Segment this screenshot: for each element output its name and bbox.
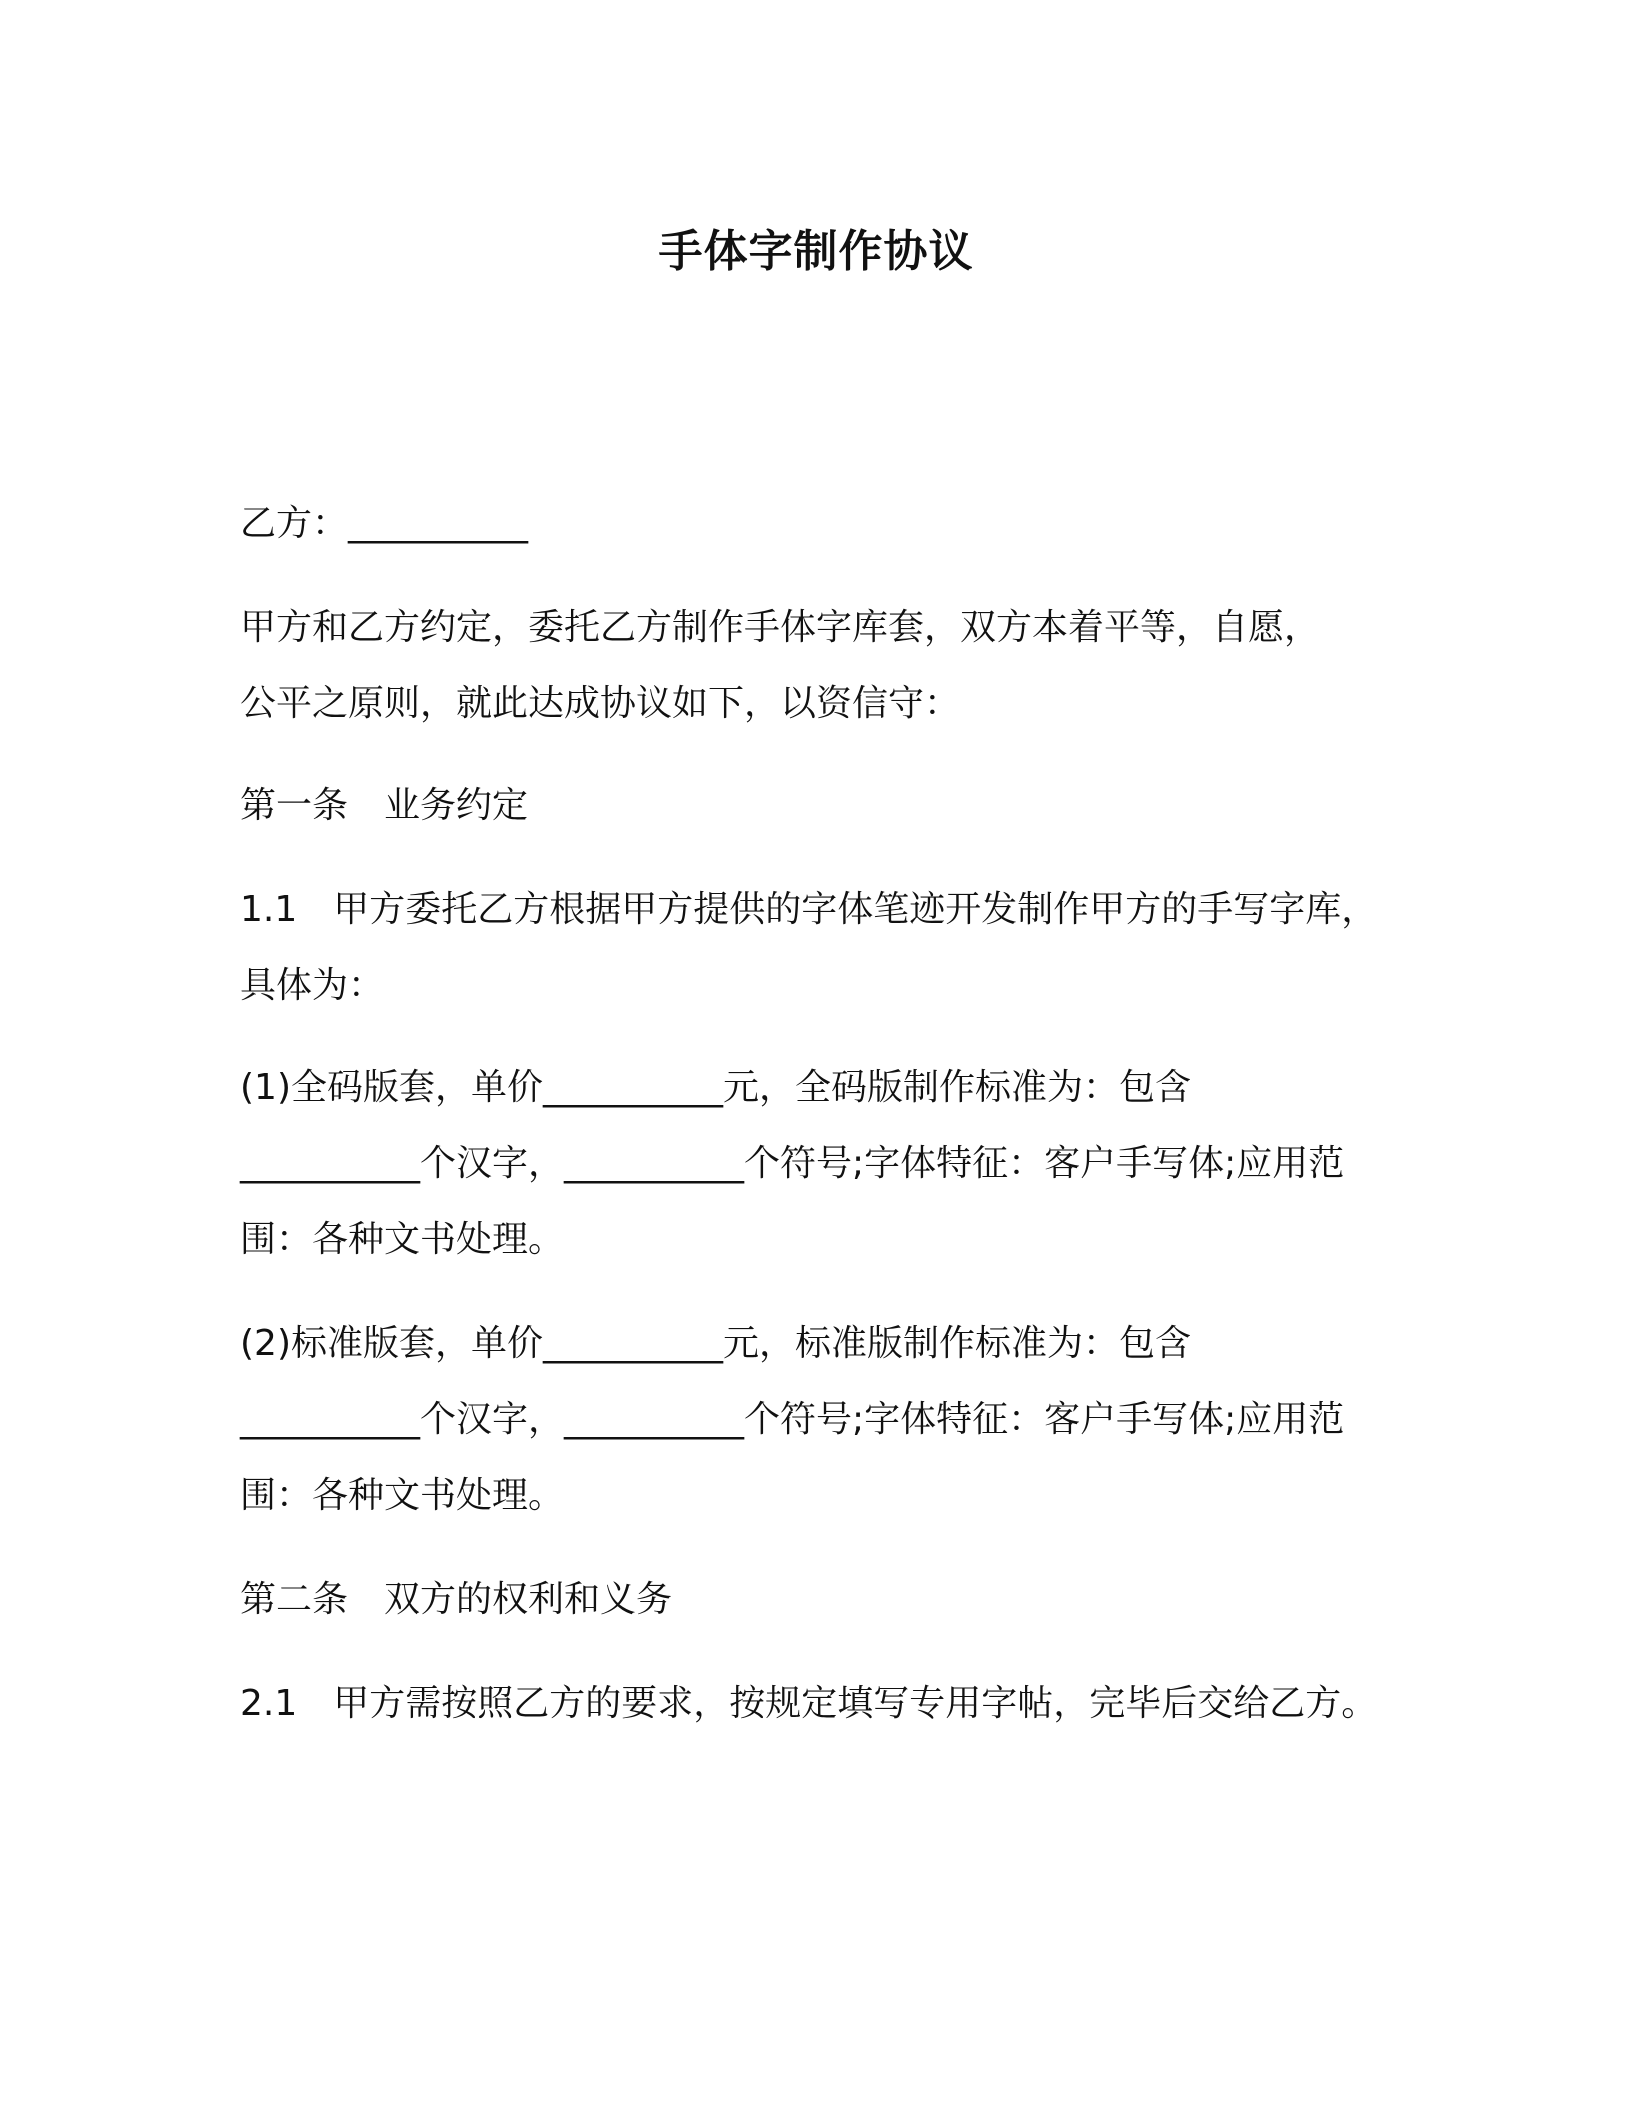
item-2-line-2: __________个汉字，__________个符号;字体特征：客户手写体;应用范 bbox=[240, 1399, 1345, 1440]
clause-1-1-line-2: 具体为： bbox=[240, 965, 385, 1006]
item-1-line-1: (1)全码版套，单价__________元，全码版制作标准为：包含 bbox=[240, 1067, 1191, 1108]
intro-line-2: 公平之原则，就此达成协议如下，以资信守： bbox=[240, 683, 961, 724]
item-1-line-2: __________个汉字，__________个符号;字体特征：客户手写体;应用范 bbox=[240, 1143, 1345, 1184]
document-title: 手体字制作协议 bbox=[658, 226, 974, 277]
item-2-line-1: (2)标准版套，单价__________元，标准版制作标准为：包含 bbox=[240, 1323, 1191, 1364]
article-1-heading: 第一条 业务约定 bbox=[240, 785, 529, 826]
item-2-line-3: 围：各种文书处理。 bbox=[240, 1475, 565, 1516]
article-2-heading: 第二条 双方的权利和义务 bbox=[240, 1579, 673, 1620]
clause-1-1-line-1: 1.1 甲方委托乙方根据甲方提供的字体笔迹开发制作甲方的手写字库， bbox=[240, 889, 1378, 930]
party-b-line: 乙方：__________ bbox=[240, 503, 529, 544]
clause-2-1-line: 2.1 甲方需按照乙方的要求，按规定填写专用字帖，完毕后交给乙方。 bbox=[240, 1683, 1378, 1724]
item-1-line-3: 围：各种文书处理。 bbox=[240, 1219, 565, 1260]
intro-line-1: 甲方和乙方约定，委托乙方制作手体字库套，双方本着平等，自愿， bbox=[240, 607, 1321, 648]
